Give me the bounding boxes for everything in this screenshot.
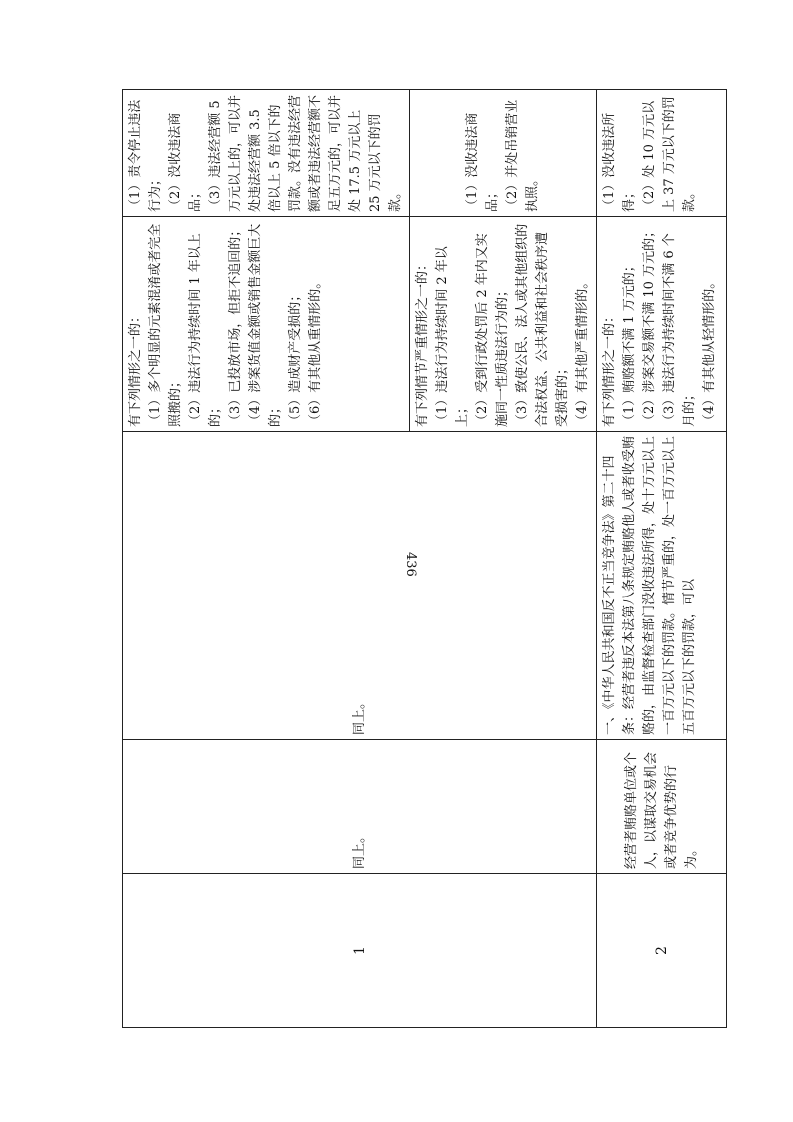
- circumstance-line: 有下列情形之一的：: [128, 309, 143, 427]
- penalty-line: （2）处 10 万元以上 37 万元以下的罚款。: [642, 96, 697, 212]
- penalty-cell: [123, 90, 410, 217]
- page-number: 436: [403, 552, 418, 577]
- circumstance-line: （2）受到行政处罚后 2 年内又实施同一性质违法行为的；: [475, 233, 510, 427]
- circumstance-line: （4）有其他从轻情形的。: [702, 275, 717, 427]
- circumstance-line: （4）涉案货值金额或销售金额巨大的；: [248, 223, 283, 427]
- circumstance-line: （4）有其他严重情形的。: [575, 275, 590, 427]
- legal-basis-cell: 同上。: [123, 432, 597, 740]
- row-number-cell: 2: [597, 874, 727, 1028]
- penalty-cell: [410, 90, 597, 217]
- penalty-line: （1）没收违法所得；: [602, 112, 637, 212]
- violation-behavior-cell: 同上。: [123, 740, 597, 874]
- table-row: [597, 90, 727, 1028]
- circumstance-line: （5）造成财产受损的；: [288, 288, 303, 427]
- circumstance-line: （2）涉案交易额不满 10 万元的；: [642, 224, 657, 427]
- circumstance-line: 有下列情节严重情形之一的：: [415, 257, 430, 427]
- penalty-line: （2）没收违法商品；: [168, 112, 203, 212]
- circumstance-line: （2）违法行为持续时间 1 年以上的；: [188, 233, 223, 427]
- rotated-table-wrapper: [122, 90, 717, 1028]
- penalty-line: （3）违法经营额 5 万元以上的，可以并处违法经营额 3.5 倍以上 5 倍以下的罚款。没有违法经营额或者违法经营额不足五万元的，可以并处 17.5 万元以上 25 万元以下的罚款。: [208, 94, 403, 212]
- penalty-line: （2）并处吊销营业执照。: [505, 99, 540, 212]
- violation-behavior-cell: 经营者贿赂单位或个人，以谋取交易机会或者竞争优势的行为。: [597, 740, 727, 874]
- table-row: [123, 90, 410, 1028]
- circumstance-line: （6）有其他从重情形的。: [308, 275, 323, 427]
- circumstances-cell: [410, 217, 597, 432]
- circumstances-cell: [597, 217, 727, 432]
- penalty-line: （1）没收违法商品；: [465, 112, 500, 212]
- penalty-line: （1）责令停止违法行为；: [128, 99, 163, 212]
- circumstance-line: （1）多个明显的元素混淆或者完全照搬的；: [148, 223, 183, 427]
- circumstance-line: （1）违法行为持续时间 2 年以上；: [435, 246, 470, 427]
- circumstance-line: （3）致使公民、法人或其他组织的合法权益、公共利益和社会秩序遭受损害的；: [515, 223, 570, 427]
- circumstance-line: （3）已投放市场，但拒不追回的；: [228, 223, 243, 427]
- penalty-cell: [597, 90, 727, 217]
- circumstances-cell: [123, 217, 410, 432]
- legal-basis-cell: 一、《中华人民共和国反不正当竞争法》第二十四条：经营者违反本法第八条规定贿赂他人或者收受贿赂的，由监督检查部门没收违法所得，处十万元以上一百万元以下的罚款。情节严重的，处一百万元以上五百万元以下的罚款，可以: [597, 432, 727, 740]
- circumstance-line: 有下列情形之一的：: [602, 309, 617, 427]
- row-number-cell: 1: [123, 874, 597, 1028]
- circumstance-line: （3）违法行为持续时间不满 6 个月的；: [662, 233, 697, 427]
- penalty-table: [122, 89, 727, 1028]
- circumstance-line: （1）贿赂额不满 1 万元的；: [622, 259, 637, 427]
